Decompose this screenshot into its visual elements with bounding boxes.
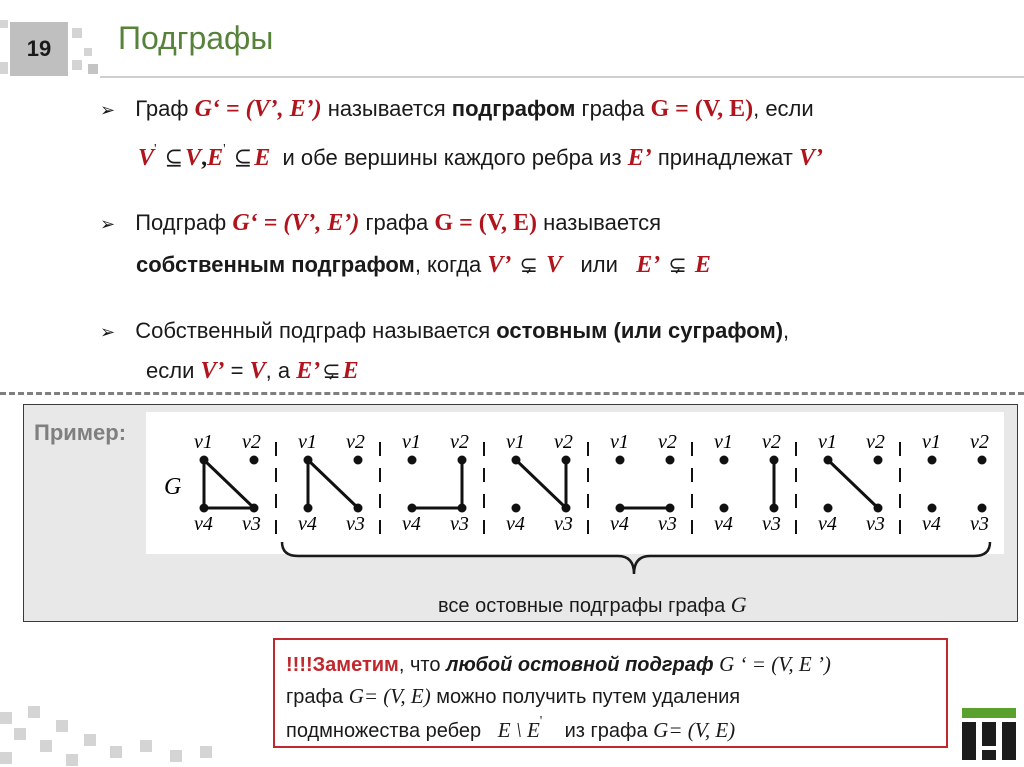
formula: V: [185, 145, 202, 171]
text: Собственный подграф называется: [135, 318, 491, 343]
vertex-label: v2: [866, 431, 885, 453]
graph-vertex: [304, 504, 313, 513]
vertex-label: v3: [242, 513, 261, 535]
arrow-bullet-icon: ➢: [100, 100, 116, 120]
subset-symbol: ⊆: [164, 145, 184, 170]
subgraphs-diagram: [146, 412, 1004, 554]
graph-vertex: [512, 456, 521, 465]
formula: G: [730, 592, 747, 617]
term-bold: собственным подграфом: [136, 252, 415, 277]
vertex-label: v4: [194, 513, 213, 535]
graph-strip: [146, 412, 1004, 554]
vertex-label: v1: [402, 431, 421, 453]
formula: V’: [200, 358, 225, 384]
note-line-1: [286, 652, 831, 677]
slide-title: Подграфы: [118, 20, 274, 56]
example-caption: [438, 592, 747, 618]
graph-vertex: [250, 504, 259, 513]
text: , если: [753, 96, 814, 121]
decor-square: [88, 64, 98, 74]
arrow-bullet-icon: ➢: [100, 214, 116, 234]
text: принадлежат: [657, 145, 793, 170]
formula: G ‘ = (V, E ’): [719, 652, 831, 676]
graph-vertex: [928, 456, 937, 465]
graph-vertex: [666, 456, 675, 465]
vertex-label: v4: [506, 513, 525, 535]
decor-square: [72, 28, 82, 38]
formula: E’: [636, 252, 661, 278]
vertex-label: v1: [610, 431, 629, 453]
formula: E’: [296, 358, 321, 384]
vertex-label: v2: [554, 431, 573, 453]
vertex-label: v1: [714, 431, 733, 453]
formula: E’: [627, 145, 652, 171]
comma: ,: [201, 145, 208, 171]
bullet-2-line-2: [136, 252, 711, 279]
formula: V: [249, 358, 266, 384]
vertex-label: v3: [450, 513, 469, 535]
decor-square: [56, 720, 68, 732]
graph-vertex: [770, 504, 779, 513]
text: Подграф: [135, 210, 227, 235]
vertex-label: v1: [818, 431, 837, 453]
note-line-3: [286, 714, 735, 743]
vertex-label: v1: [506, 431, 525, 453]
graph-vertex: [512, 504, 521, 513]
graph-vertex: [720, 504, 729, 513]
curly-brace-icon: [278, 540, 994, 580]
bullet-1-line-1: [100, 96, 814, 123]
formula: V’: [798, 145, 823, 171]
decor-square: [140, 740, 152, 752]
vertex-label: v2: [970, 431, 989, 453]
formula: G = (V, E): [650, 96, 754, 122]
vertex-label: v4: [402, 513, 421, 535]
graph-vertex: [978, 504, 987, 513]
not-subset-symbol: ⊊: [668, 252, 687, 277]
graph-vertex: [408, 504, 417, 513]
prime: ': [223, 142, 226, 157]
term-bold: остовным (или суграфом): [496, 318, 784, 343]
text: или: [580, 252, 618, 277]
graph-vertex: [354, 504, 363, 513]
decor-square: [0, 712, 12, 724]
graph-vertex: [562, 504, 571, 513]
header-divider: [100, 76, 1024, 78]
vertex-label: v3: [658, 513, 677, 535]
text: все остовные подграфы графа: [438, 595, 726, 617]
text: называется: [327, 96, 446, 121]
text: графа: [365, 210, 429, 235]
text: называется: [543, 210, 662, 235]
formula: G= (V, E): [348, 684, 431, 708]
graph-edge: [204, 460, 254, 508]
formula: E: [254, 145, 271, 171]
formula: G= (V, E): [653, 718, 736, 742]
note-emphasis: !!!!Заметим: [286, 654, 399, 676]
graph-vertex: [616, 504, 625, 513]
text: графа: [286, 686, 344, 708]
not-subset-symbol: ⊊: [322, 358, 341, 383]
vertex-label: v2: [450, 431, 469, 453]
decor-square: [0, 20, 8, 28]
graph-vertex: [874, 504, 883, 513]
decor-square: [40, 740, 52, 752]
text: из графа: [564, 720, 648, 742]
bullet-2-line-1: [100, 210, 661, 237]
text: , что: [398, 654, 441, 676]
vertex-label: v4: [714, 513, 733, 535]
example-label: Пример:: [34, 420, 127, 445]
graph-vertex: [458, 504, 467, 513]
vertex-label: v4: [818, 513, 837, 535]
decor-square: [84, 734, 96, 746]
decor-square: [72, 60, 82, 70]
graph-vertex: [200, 456, 209, 465]
text: , а: [265, 358, 291, 383]
formula: E: [694, 252, 711, 278]
vertex-label: v4: [298, 513, 317, 535]
text: Граф: [135, 96, 189, 121]
formula: E \ E: [497, 718, 540, 742]
section-divider: [0, 392, 1024, 395]
formula: G‘ = (V’, E’): [194, 96, 322, 122]
text: можно получить путем удаления: [436, 686, 741, 708]
prime: ': [154, 142, 157, 157]
formula: V’: [487, 252, 512, 278]
text: , когда: [414, 252, 482, 277]
decor-square: [0, 62, 8, 74]
formula: G‘ = (V’, E’): [232, 210, 360, 236]
vertex-label: v3: [970, 513, 989, 535]
graph-vertex: [824, 456, 833, 465]
graph-vertex: [824, 504, 833, 513]
graph-vertex: [666, 504, 675, 513]
subset-symbol: ⊆: [233, 145, 253, 170]
graph-name-label: G: [164, 474, 182, 500]
vertex-label: v3: [346, 513, 365, 535]
decor-square: [84, 48, 92, 56]
vertex-label: v2: [346, 431, 365, 453]
bullet-1-line-2: [138, 142, 823, 172]
bullet-3-line-1: [100, 318, 789, 344]
formula: G = (V, E): [434, 210, 537, 236]
decor-square: [14, 728, 26, 740]
decor-square: [170, 750, 182, 762]
text: графа: [581, 96, 645, 121]
decor-square: [200, 746, 212, 758]
graph-vertex: [458, 456, 467, 465]
text: подмножества ребер: [286, 720, 482, 742]
graph-vertex: [770, 456, 779, 465]
text: если: [146, 358, 195, 383]
vertex-label: v3: [866, 513, 885, 535]
vertex-label: v2: [658, 431, 677, 453]
prime: ': [539, 714, 543, 729]
formula: V: [138, 145, 155, 171]
formula: V: [546, 252, 563, 278]
term-bold-italic: любой остовной подграф: [446, 654, 714, 676]
not-subset-symbol: ⊊: [519, 252, 538, 277]
vertex-label: v3: [762, 513, 781, 535]
graph-vertex: [928, 504, 937, 513]
graph-vertex: [250, 456, 259, 465]
graph-edge: [516, 460, 566, 508]
term-bold: подграфом: [451, 96, 576, 121]
formula: E: [207, 145, 224, 171]
graph-vertex: [616, 456, 625, 465]
vertex-label: v1: [922, 431, 941, 453]
graph-edge: [828, 460, 878, 508]
graph-vertex: [408, 456, 417, 465]
vertex-label: v2: [762, 431, 781, 453]
slide-number: 19: [10, 22, 68, 76]
vertex-label: v1: [298, 431, 317, 453]
graph-vertex: [304, 456, 313, 465]
vertex-label: v4: [610, 513, 629, 535]
formula: E: [342, 358, 359, 384]
vertex-label: v1: [194, 431, 213, 453]
decor-square: [0, 752, 12, 764]
vertex-label: v3: [554, 513, 573, 535]
decor-square: [28, 706, 40, 718]
text: =: [230, 358, 244, 383]
arrow-bullet-icon: ➢: [100, 322, 116, 342]
note-line-2: [286, 684, 740, 709]
graph-vertex: [874, 456, 883, 465]
graph-vertex: [562, 456, 571, 465]
vertex-label: v4: [922, 513, 941, 535]
graph-vertex: [978, 456, 987, 465]
graph-vertex: [354, 456, 363, 465]
vertex-label: v2: [242, 431, 261, 453]
graph-edge: [308, 460, 358, 508]
graph-vertex: [200, 504, 209, 513]
text: и обе вершины каждого ребра из: [282, 145, 622, 170]
graph-vertex: [720, 456, 729, 465]
decor-square: [110, 746, 122, 758]
text: ,: [783, 318, 790, 343]
bullet-3-line-2: [146, 358, 359, 385]
decor-square: [66, 754, 78, 766]
